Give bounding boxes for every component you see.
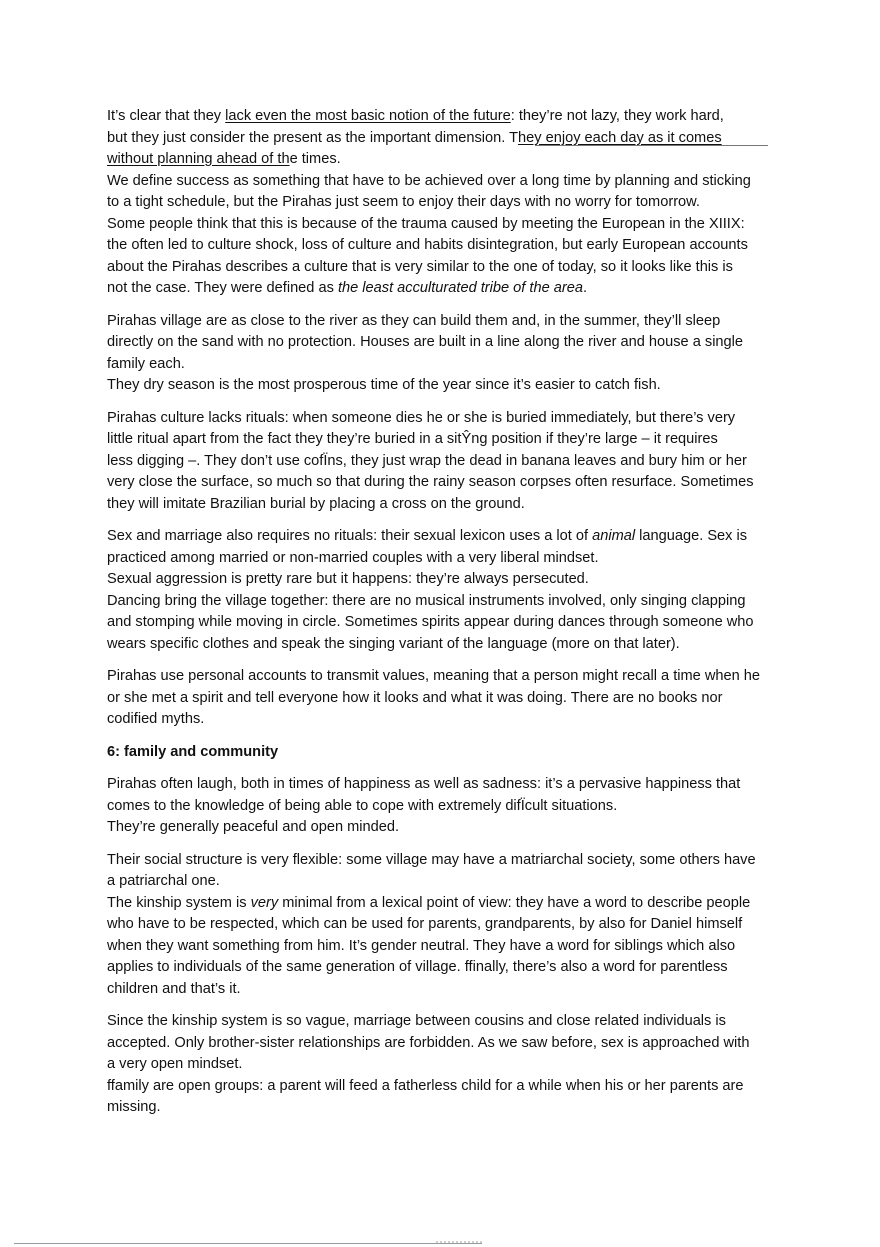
text-line: and stomping while moving in circle. Sometimes spirits appear during dances through someone who (107, 614, 754, 630)
text-line (107, 893, 775, 915)
paragraph-gap (107, 1000, 775, 1011)
text-line (107, 149, 775, 171)
text-line: children and that’s it. (107, 980, 241, 997)
text-line: Some people think that this is because of the trauma caused by meeting the European in the XIIIX: (107, 215, 745, 232)
text-line: Dancing bring the village together: there are no musical instruments involved, only singing clapping (107, 592, 746, 609)
underlined-text: hey enjoy each day as it comes (518, 129, 722, 146)
text-line: a patriarchal one. (107, 873, 220, 889)
text-line: wears specific clothes and speak the singing variant of the language (more on that later). (107, 635, 680, 652)
paragraph-gap (107, 515, 775, 526)
text-line: family each. (107, 355, 185, 372)
paragraph-gap (107, 397, 775, 408)
text-line: They’re generally peaceful and open minded. (107, 819, 400, 835)
text-line: We define success as something that have to be achieved over a long time by planning and sticking (107, 172, 751, 189)
paragraph-kinship (107, 1011, 775, 1119)
paragraph-village (107, 311, 775, 397)
heading-text: 6: family and community (107, 743, 279, 760)
text-line: codified myths. (107, 711, 205, 727)
paragraph-gap (107, 300, 775, 311)
italic-text: the least acculturated tribe of the area (337, 280, 583, 296)
paragraph-future (107, 106, 775, 300)
text-run: . (582, 280, 588, 296)
text-line: about the Pirahas describes a culture that is very similar to the one of today, so it looks like this is (107, 258, 733, 275)
text-line: very close the surface, so much so that during the rainy season corpses often resurface. Sometimes (107, 474, 754, 490)
text-line: practiced among married or non-married couples with a very liberal mindset. (107, 549, 599, 566)
text-line: missing. (107, 1099, 161, 1115)
text-line: Sexual aggression is pretty rare but it happens: they’re always persecuted. (107, 571, 589, 587)
text-run: Sex and marriage also requires no rituals: their sexual lexicon uses a lot of (107, 528, 593, 544)
paragraph-gap (107, 731, 775, 742)
italic-text: very (250, 894, 279, 911)
footer-rule (14, 1243, 482, 1244)
text-line: They dry season is the most prosperous time of the year since it’s easier to catch fish. (107, 377, 661, 393)
text-line: a very open mindset. (107, 1056, 243, 1072)
text-line: little ritual apart from the fact they they’re buried in a sitŶng position if they’re large – it requires (107, 431, 718, 447)
paragraph-gap (107, 839, 775, 850)
underline-extension (535, 145, 768, 146)
text-run: It’s clear that they (107, 108, 226, 124)
paragraph-gap (107, 763, 775, 774)
text-line: Pirahas often laugh, both in times of happiness as well as sadness: it’s a pervasive happiness that (107, 776, 741, 792)
text-line: or she met a spirit and tell everyone how it looks and what it was doing. There are no books nor (107, 689, 723, 706)
text-line: the often led to culture shock, loss of culture and habits disintegration, but early European accounts (107, 237, 748, 253)
text-run: : they’re not lazy, they work hard, (510, 108, 724, 124)
text-run: not the case. They were defined as (107, 280, 338, 296)
text-line: accepted. Only brother-sister relationships are forbidden. As we saw before, sex is approached with (107, 1034, 750, 1051)
text-line: who have to be respected, which can be used for parents, grandparents, by also for Daniel himself (107, 916, 743, 932)
italic-text: animal (592, 528, 636, 544)
text-line: comes to the knowledge of being able to cope with extremely difÏcult situations. (107, 797, 618, 814)
text-line (107, 278, 775, 300)
paragraph-marriage (107, 526, 775, 655)
underlined-text: without planning ahead of th (107, 151, 290, 167)
text-line: Pirahas use personal accounts to transmit values, meaning that a person might recall a time when he (107, 668, 761, 684)
text-line (107, 526, 775, 548)
paragraph-rituals (107, 408, 775, 516)
text-run: e times. (289, 151, 341, 167)
text-run: The kinship system is (107, 894, 251, 911)
paragraph-values (107, 666, 775, 731)
text-line: Pirahas culture lacks rituals: when someone dies he or she is buried immediately, but there’s very (107, 409, 736, 426)
section-heading (107, 742, 775, 764)
text-run: language. Sex is (635, 528, 748, 544)
text-line: Since the kinship system is so vague, marriage between cousins and close related individuals is (107, 1013, 726, 1029)
text-line: directly on the sand with no protection. Houses are built in a line along the river and house a single (107, 334, 744, 350)
text-line: ffamily are open groups: a parent will feed a fatherless child for a while when his or her parents are (107, 1077, 744, 1094)
text-run: minimal from a lexical point of view: they have a word to describe people (278, 894, 751, 911)
paragraph-laugh (107, 774, 775, 839)
text-line: when they want something from him. It’s gender neutral. They have a word for siblings which also (107, 937, 736, 954)
text-line: Their social structure is very flexible: some village may have a matriarchal society, some others have (107, 851, 756, 868)
underlined-text: lack even the most basic notion of the future (225, 108, 511, 124)
text-line: they will imitate Brazilian burial by placing a cross on the ground. (107, 495, 525, 512)
text-line: applies to individuals of the same generation of village. ffinally, there’s also a word for parentless (107, 959, 728, 975)
text-line: to a tight schedule, but the Pirahas just seem to enjoy their days with no worry for tomorrow. (107, 194, 700, 210)
footer-mark (436, 1241, 482, 1243)
paragraph-gap (107, 655, 775, 666)
paragraph-social-structure (107, 850, 775, 1001)
text-line: less digging –. They don’t use cofÏns, they just wrap the dead in banana leaves and bury him or her (107, 452, 747, 469)
document-page (107, 106, 775, 1119)
text-line (107, 106, 775, 128)
text-line: Pirahas village are as close to the river as they can build them and, in the summer, they’ll sleep (107, 312, 721, 329)
text-run: but they just consider the present as the important dimension. T (107, 129, 519, 146)
